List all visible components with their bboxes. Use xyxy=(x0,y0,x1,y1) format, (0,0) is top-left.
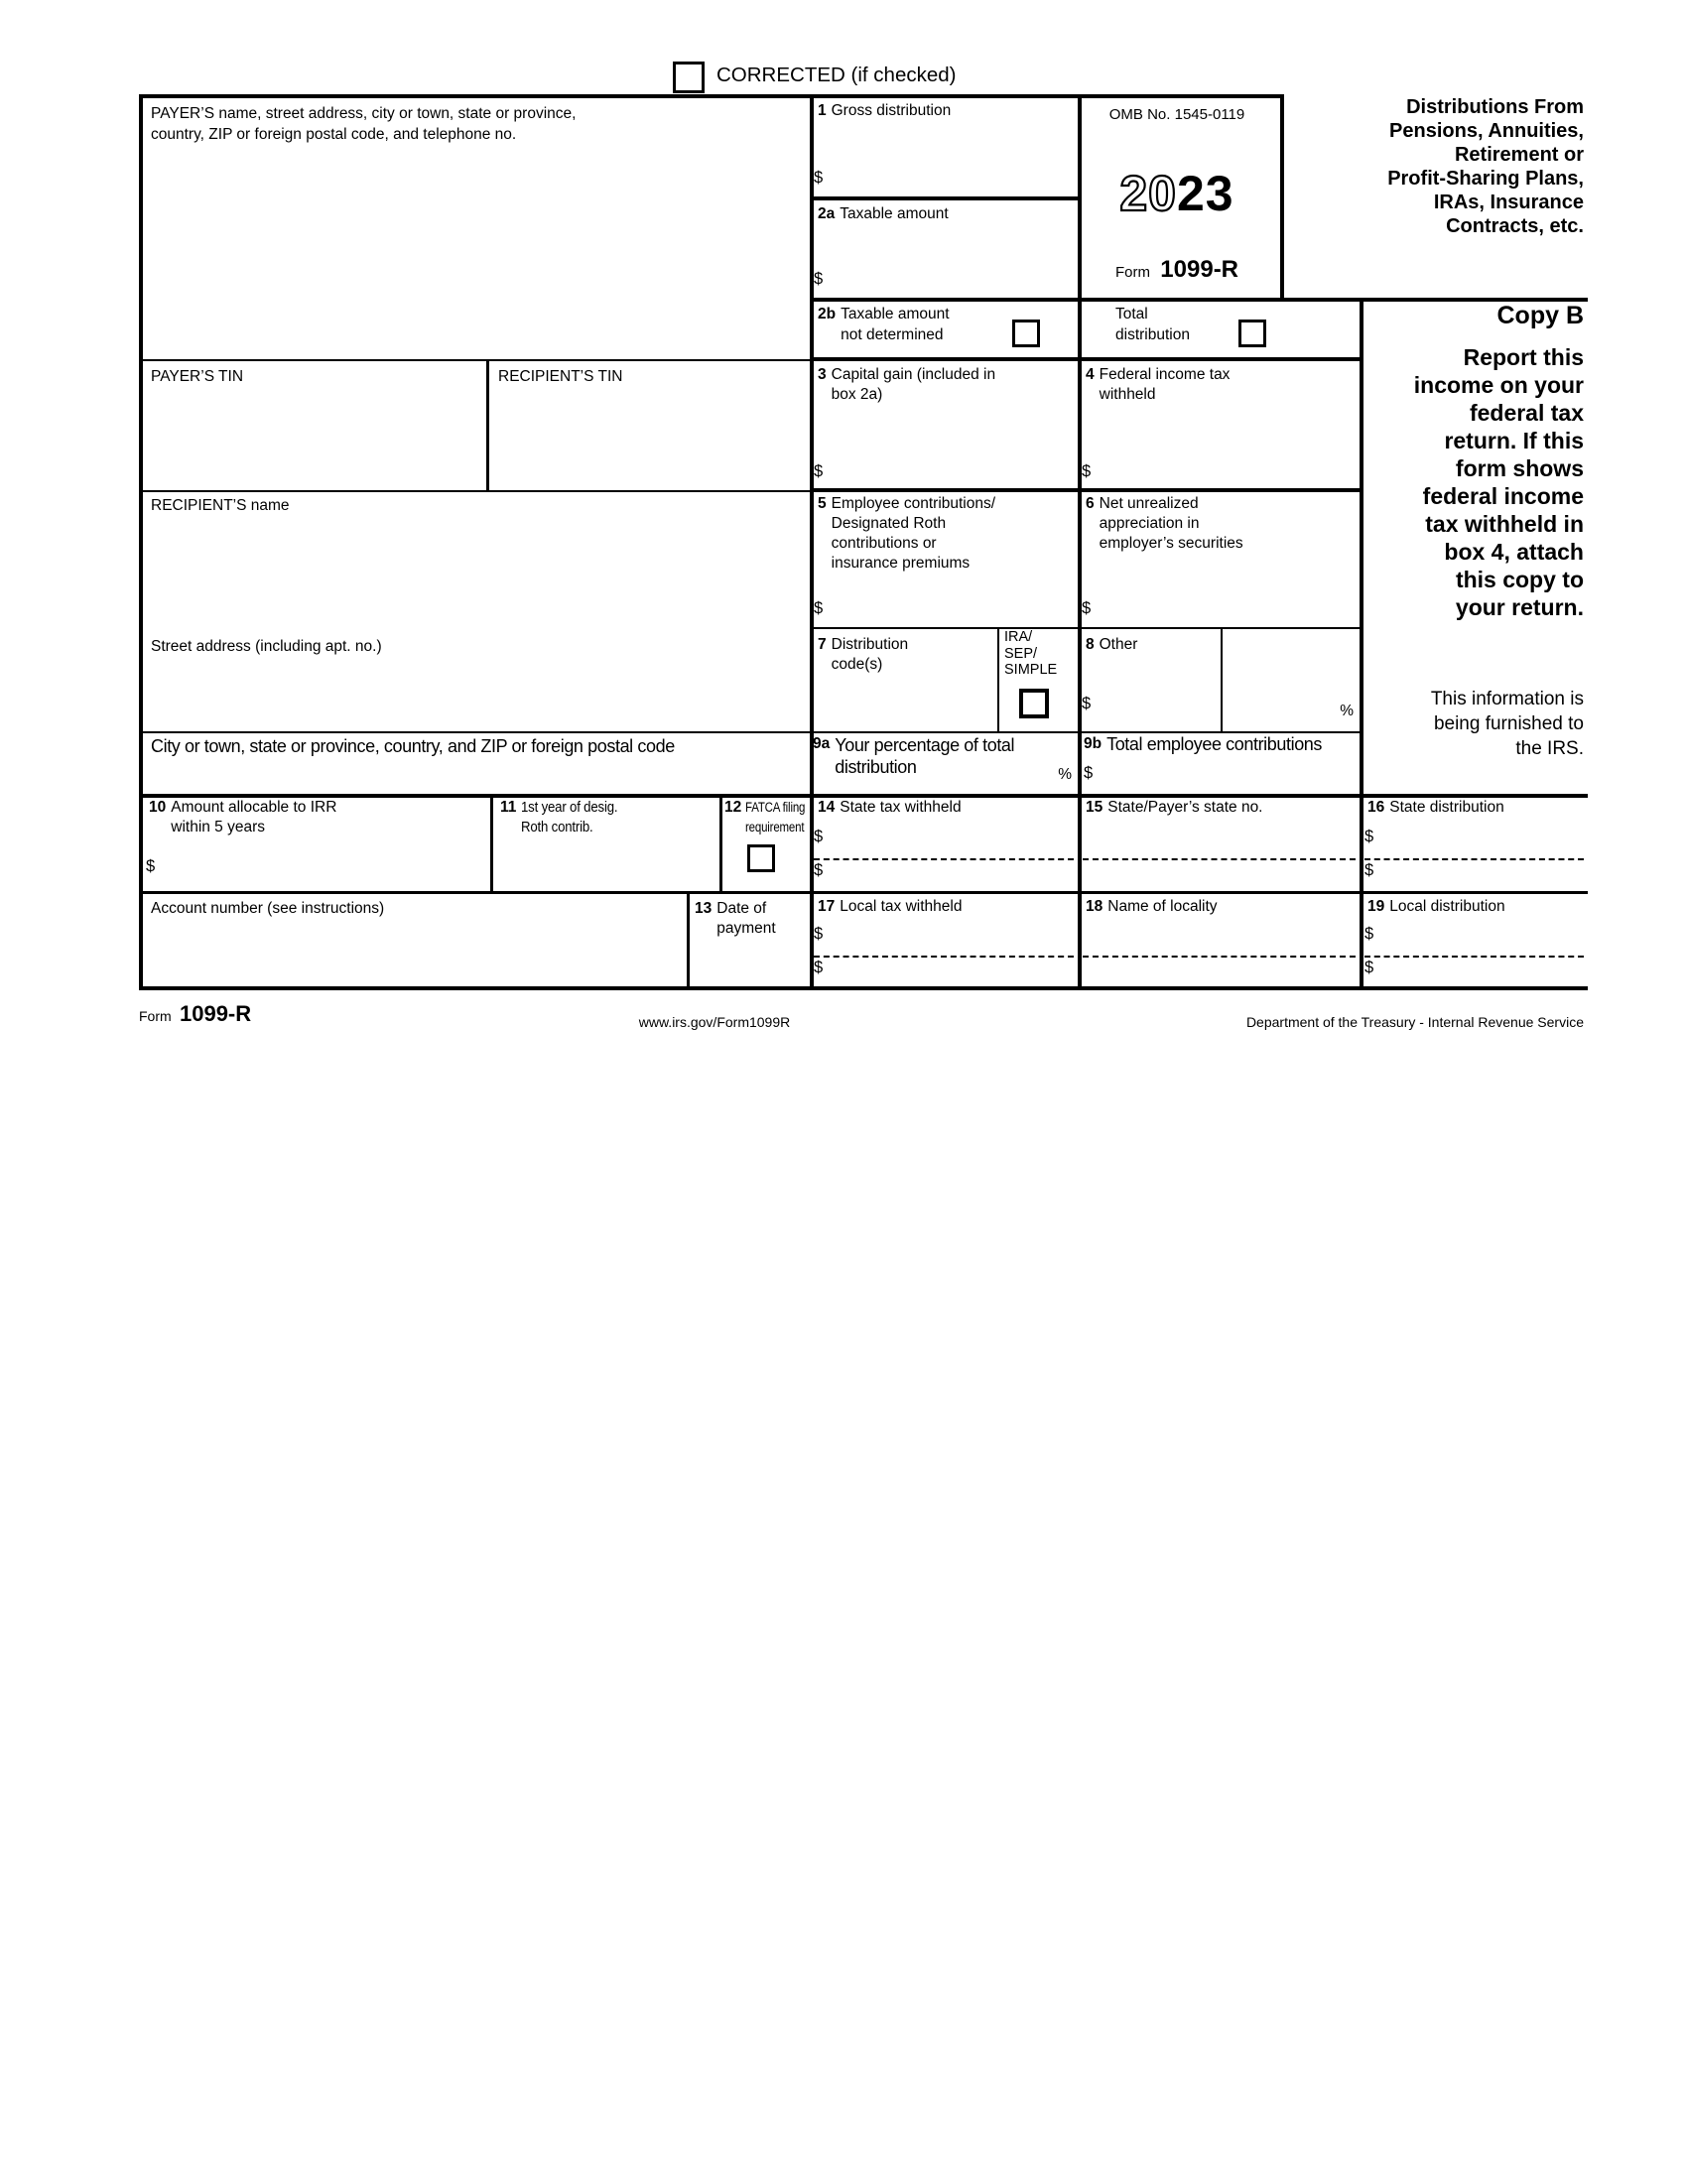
divider xyxy=(1221,627,1223,731)
box2b-text xyxy=(841,304,949,345)
corrected-label: CORRECTED (if checked) xyxy=(716,64,957,86)
box19-number: 19 xyxy=(1367,898,1385,915)
copy-b-heading: Copy B xyxy=(1496,302,1584,329)
box9b-label xyxy=(1084,734,1322,754)
box12-line: FATCA filing xyxy=(745,800,806,815)
box9b-number: 9b xyxy=(1084,735,1103,752)
payer-info-line: PAYER’S name, street address, city or town, state or province, xyxy=(151,105,577,122)
ira-sep-simple-label xyxy=(1004,629,1057,679)
total-distribution-line: Total xyxy=(1115,306,1148,322)
box10-number: 10 xyxy=(149,799,167,816)
box9a-text xyxy=(835,734,1014,778)
box7-label xyxy=(818,635,908,675)
copy-b-line: your return. xyxy=(1455,594,1584,620)
divider xyxy=(1083,956,1356,958)
box13-text xyxy=(716,899,775,939)
box7-line: Distribution xyxy=(831,636,909,653)
form-title-line: Retirement or xyxy=(1454,144,1584,166)
box9a-percent: % xyxy=(1058,766,1072,783)
form-title-line: Contracts, etc. xyxy=(1446,215,1584,237)
divider xyxy=(139,359,810,361)
divider xyxy=(1078,94,1082,990)
divider xyxy=(1364,956,1584,958)
box1-text: Gross distribution xyxy=(831,102,952,119)
box5-line: Employee contributions/ xyxy=(831,495,996,512)
divider xyxy=(139,731,1363,733)
footer-url[interactable]: www.irs.gov/Form1099R xyxy=(638,1014,791,1030)
box18-number: 18 xyxy=(1086,898,1103,915)
copy-b-line: form shows xyxy=(1455,455,1584,481)
divider xyxy=(687,891,690,990)
box11-number: 11 xyxy=(500,799,517,816)
form-title-line: Distributions From xyxy=(1406,96,1584,118)
box5-label xyxy=(818,494,995,574)
divider xyxy=(810,627,1363,629)
box11-text xyxy=(521,798,617,837)
form-title-line: Pensions, Annuities, xyxy=(1389,120,1584,142)
box18-text: Name of locality xyxy=(1107,898,1218,915)
footer-form-number xyxy=(139,1001,252,1027)
divider xyxy=(997,627,999,731)
divider xyxy=(1083,858,1356,860)
tax-year xyxy=(1078,166,1276,221)
form-number: 1099-R xyxy=(1160,256,1239,283)
box14-number: 14 xyxy=(818,799,836,816)
box2a-dollar: $ xyxy=(814,270,824,288)
tax-year-outline: 20 xyxy=(1119,166,1177,221)
box14-dollar-1: $ xyxy=(814,828,824,845)
payer-info-label xyxy=(151,103,576,145)
box5-dollar: $ xyxy=(814,599,824,617)
total-distribution-line: distribution xyxy=(1115,326,1190,343)
box4-number: 4 xyxy=(1086,366,1095,383)
total-distribution-label xyxy=(1115,304,1190,345)
divider xyxy=(139,891,1588,894)
box4-line: Federal income tax xyxy=(1099,366,1231,383)
divider xyxy=(810,488,1363,492)
box6-dollar: $ xyxy=(1082,599,1092,617)
divider xyxy=(139,986,1588,990)
box9b-dollar: $ xyxy=(1084,764,1094,782)
box17-label xyxy=(818,897,962,917)
box1-number: 1 xyxy=(818,102,827,119)
box3-dollar: $ xyxy=(814,462,824,480)
box5-line: contributions or xyxy=(831,535,937,552)
box6-line: employer’s securities xyxy=(1099,535,1243,552)
box17-number: 17 xyxy=(818,898,836,915)
box2b-number: 2b xyxy=(818,306,837,322)
box3-number: 3 xyxy=(818,366,827,383)
recipient-name-label: RECIPIENT’S name xyxy=(151,497,290,514)
box3-label xyxy=(818,365,995,405)
divider xyxy=(139,94,1284,98)
box6-text xyxy=(1100,494,1243,554)
box3-text xyxy=(832,365,995,405)
form-word: Form xyxy=(1114,264,1150,281)
box9b-text: Total employee contributions xyxy=(1106,734,1323,754)
box9a-number: 9a xyxy=(813,735,831,752)
ira-line: SEP/ xyxy=(1004,645,1038,662)
divider xyxy=(1364,858,1584,860)
box4-text xyxy=(1100,365,1231,405)
account-number-label: Account number (see instructions) xyxy=(151,900,385,917)
fatca-checkbox[interactable] xyxy=(747,844,775,872)
box8-percent: % xyxy=(1340,703,1354,719)
form-title-line: Profit-Sharing Plans, xyxy=(1387,168,1584,190)
box16-dollar-2: $ xyxy=(1364,861,1374,879)
box4-label xyxy=(1086,365,1230,405)
ira-line: IRA/ xyxy=(1004,629,1033,645)
box2b-label xyxy=(818,304,950,345)
box5-text xyxy=(832,494,995,574)
copy-b-line: federal tax xyxy=(1469,400,1584,426)
box19-label xyxy=(1367,897,1505,917)
box12-number: 12 xyxy=(724,799,742,816)
divider xyxy=(810,357,1363,361)
box9a-label xyxy=(813,734,1014,778)
divider xyxy=(810,94,814,990)
box8-dollar: $ xyxy=(1082,695,1092,712)
box7-text xyxy=(832,635,909,675)
total-distribution-checkbox[interactable] xyxy=(1238,320,1266,347)
box19-dollar-2: $ xyxy=(1364,959,1374,976)
box2a-number: 2a xyxy=(818,205,836,222)
recipient-tin-label: RECIPIENT’S TIN xyxy=(498,368,623,385)
copy-b-note-line: the IRS. xyxy=(1515,738,1584,759)
form-title-line: IRAs, Insurance xyxy=(1433,192,1584,213)
box17-text: Local tax withheld xyxy=(840,898,963,915)
box16-dollar-1: $ xyxy=(1364,828,1374,845)
omb-number: OMB No. 1545-0119 xyxy=(1108,106,1245,123)
divider xyxy=(719,794,722,891)
footer-department: Department of the Treasury - Internal Revenue Service xyxy=(1245,1014,1584,1030)
ira-line: SIMPLE xyxy=(1004,662,1058,678)
box10-dollar: $ xyxy=(146,857,156,875)
box2b-line: not determined xyxy=(841,326,944,343)
copy-b-furnished-note xyxy=(1367,687,1584,761)
copy-b-line: box 4, attach xyxy=(1444,539,1584,565)
box16-number: 16 xyxy=(1367,799,1385,816)
box13-number: 13 xyxy=(695,900,713,917)
copy-b-line: Report this xyxy=(1463,344,1584,370)
box19-dollar-1: $ xyxy=(1364,925,1374,943)
box2a-label xyxy=(818,204,949,224)
box5-line: insurance premiums xyxy=(831,555,971,572)
box11-line: Roth contrib. xyxy=(521,819,593,835)
box16-label xyxy=(1367,798,1504,818)
tax-year-bold: 23 xyxy=(1177,166,1234,221)
box7-number: 7 xyxy=(818,636,827,653)
copy-b-line: return. If this xyxy=(1444,428,1584,453)
box3-line: box 2a) xyxy=(831,386,883,403)
divider xyxy=(139,490,810,492)
box16-text: State distribution xyxy=(1389,799,1504,816)
box8-text: Other xyxy=(1099,636,1138,653)
copy-b-note-line: This information is xyxy=(1430,689,1584,709)
copy-b-note-line: being furnished to xyxy=(1433,713,1584,734)
box3-line: Capital gain (included in xyxy=(831,366,996,383)
box10-line: Amount allocable to IRR xyxy=(171,799,337,816)
copy-b-instructions xyxy=(1367,343,1584,621)
box2b-line: Taxable amount xyxy=(841,306,950,322)
divider xyxy=(810,196,1082,200)
copy-b-line: tax withheld in xyxy=(1425,511,1584,537)
form-title xyxy=(1231,95,1584,238)
box1-label xyxy=(818,101,951,121)
corrected-checkbox[interactable] xyxy=(673,62,705,93)
box10-label xyxy=(149,798,336,837)
box5-number: 5 xyxy=(818,495,827,512)
divider xyxy=(139,94,143,990)
box4-dollar: $ xyxy=(1082,462,1092,480)
payer-info-line: country, ZIP or foreign postal code, and telephone no. xyxy=(151,126,517,143)
divider xyxy=(490,794,493,891)
form-number-header xyxy=(1078,256,1276,283)
box2a-text: Taxable amount xyxy=(840,205,949,222)
box14-dollar-2: $ xyxy=(814,861,824,879)
box19-text: Local distribution xyxy=(1389,898,1505,915)
box12-line: requirement xyxy=(745,820,805,835)
box7-line: code(s) xyxy=(831,656,883,673)
copy-b-line: this copy to xyxy=(1455,567,1584,592)
divider xyxy=(814,858,1074,860)
box15-text: State/Payer’s state no. xyxy=(1107,799,1263,816)
footer-form-id: 1099-R xyxy=(179,1001,252,1026)
box17-dollar-2: $ xyxy=(814,959,824,976)
box12-label xyxy=(724,798,816,837)
street-address-label: Street address (including apt. no.) xyxy=(151,638,382,655)
divider xyxy=(486,359,489,490)
box1-dollar: $ xyxy=(814,169,824,187)
box15-label xyxy=(1086,798,1263,818)
box17-dollar-1: $ xyxy=(814,925,824,943)
box8-label xyxy=(1086,635,1137,655)
box11-label xyxy=(500,798,631,837)
box9a-line: Your percentage of total xyxy=(835,735,1015,755)
box6-label xyxy=(1086,494,1243,554)
box4-line: withheld xyxy=(1099,386,1156,403)
box6-number: 6 xyxy=(1086,495,1095,512)
box9a-line: distribution xyxy=(835,757,917,777)
ira-sep-simple-checkbox[interactable] xyxy=(1019,689,1049,718)
divider xyxy=(1360,298,1363,990)
box12-text xyxy=(745,798,805,837)
box14-text: State tax withheld xyxy=(840,799,962,816)
box6-line: appreciation in xyxy=(1099,515,1200,532)
footer-form-word: Form xyxy=(139,1008,172,1024)
divider xyxy=(814,956,1074,958)
box13-line: payment xyxy=(716,920,776,937)
box10-text xyxy=(171,798,336,837)
box13-line: Date of xyxy=(716,900,767,917)
box15-number: 15 xyxy=(1086,799,1103,816)
box13-label xyxy=(695,899,776,939)
payer-tin-label: PAYER’S TIN xyxy=(151,368,244,385)
box18-label xyxy=(1086,897,1218,917)
taxable-not-determined-checkbox[interactable] xyxy=(1012,320,1040,347)
box10-line: within 5 years xyxy=(171,819,266,835)
copy-b-line: income on your xyxy=(1413,372,1584,398)
box14-label xyxy=(818,798,962,818)
box6-line: Net unrealized xyxy=(1099,495,1199,512)
box11-line: 1st year of desig. xyxy=(521,799,618,816)
copy-b-line: federal income xyxy=(1422,483,1584,509)
city-label: City or town, state or province, country, and ZIP or foreign postal code xyxy=(151,736,675,756)
box8-number: 8 xyxy=(1086,636,1095,653)
box5-line: Designated Roth xyxy=(831,515,947,532)
